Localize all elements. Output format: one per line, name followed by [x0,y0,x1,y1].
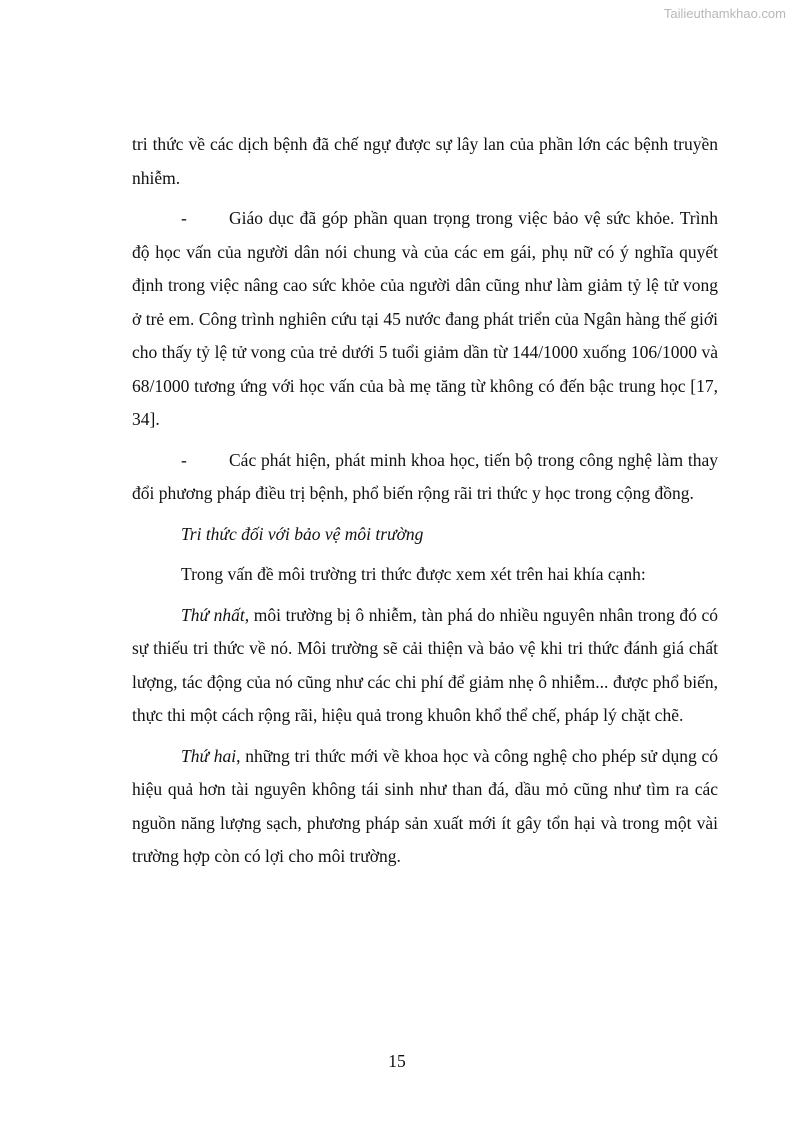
paragraph-6 [132,740,718,874]
paragraph-1: tri thức về các dịch bệnh đã chế ngự được sự lây lan của phần lớn các bệnh truyền nhiễm. [132,134,718,188]
watermark: Tailieuthamkhao.com [663,6,786,21]
paragraph-2 [132,202,718,437]
paragraph-5-lead: Thứ nhất [181,604,245,625]
paragraph-3-text: Các phát hiện, phát minh khoa học, tiến bộ trong công nghệ làm thay đổi phương pháp điều trị bệnh, phổ biến rộng rãi tri thức y học trong cộng đồng. [132,449,718,503]
bullet-dash: - [181,449,187,470]
paragraph-4: Trong vấn đề môi trường tri thức được xem xét trên hai khía cạnh: [181,564,646,584]
paragraph-5-text: , môi trường bị ô nhiễm, tàn phá do nhiều nguyên nhân trong đó có sự thiếu tri thức về nó. Môi trường sẽ cải thiện và bảo vệ khi tri thức đánh giá chất lượng, tác động của nó cũng như các chi phí để giảm nhẹ ô nhiễm... được phổ biến, thực thi một cách rộng rãi, hiệu quả trong khuôn khổ thể chế, pháp lý chặt chẽ. [132,604,718,725]
paragraph-6-text: , những tri thức mới về khoa học và công nghệ cho phép sử dụng có hiệu quả hơn tài nguyên không tái sinh như than đá, dầu mỏ cũng như tìm ra các nguồn năng lượng sạch, phương pháp sản xuất mới ít gây tổn hại và trong một vài trường hợp còn có lợi cho môi trường. [132,745,718,866]
paragraph-3 [132,444,718,511]
section-subheading: Tri thức đối với bảo vệ môi trường [181,523,424,544]
paragraph-5 [132,599,718,733]
bullet-dash: - [181,208,187,228]
document-body [132,128,718,881]
page-number: 15 [388,1051,406,1071]
paragraph-2-text: Giáo dục đã góp phần quan trọng trong việc bảo vệ sức khỏe. Trình độ học vấn của người dân nói chung và của các em gái, phụ nữ có ý nghĩa quyết định trong việc nâng cao sức khỏe của người dân cũng như làm giảm tỷ lệ tử vong ở trẻ em. Công trình nghiên cứu tại 45 nước đang phát triển của Ngân hàng thế giới cho thấy tỷ lệ tử vong của trẻ dưới 5 tuổi giảm dần từ 144/1000 xuống 106/1000 và 68/1000 tương ứng với học vấn của bà mẹ tăng từ không có đến bậc trung học [17, 34]. [132,208,718,429]
paragraph-6-lead: Thứ hai [181,745,237,766]
